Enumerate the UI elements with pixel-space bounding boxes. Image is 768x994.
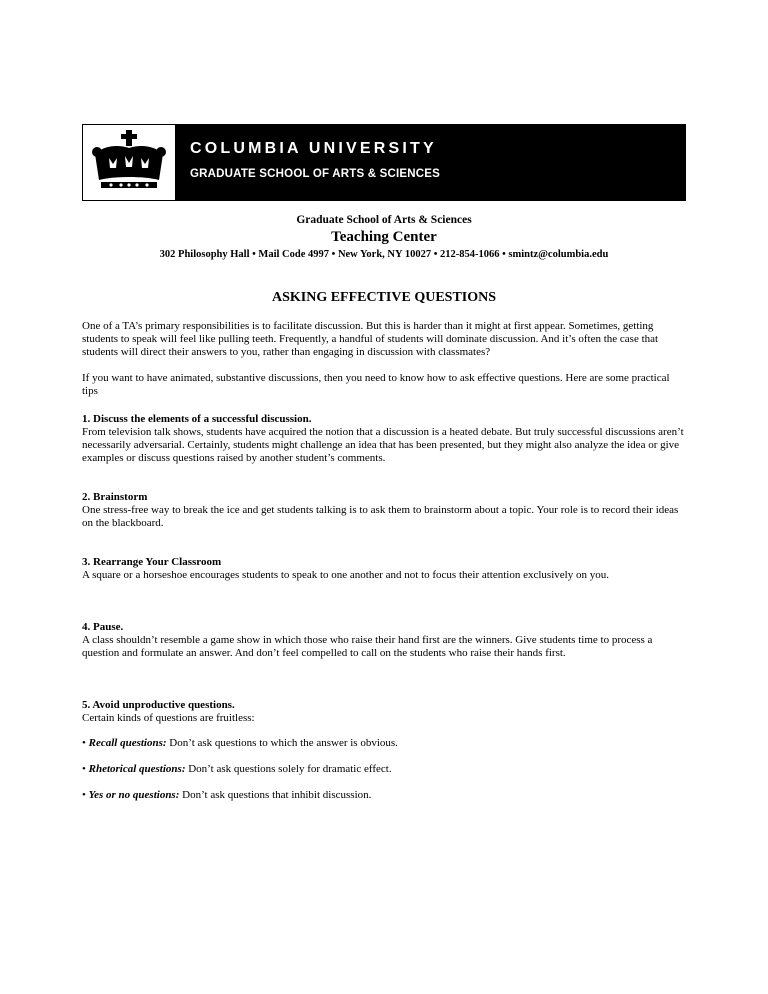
tip-4 [82, 621, 688, 660]
tip-heading: 2. Brainstorm [82, 491, 148, 503]
university-name: COLUMBIA UNIVERSITY [190, 140, 437, 157]
bullet-icon: • [82, 789, 89, 801]
tip-5 [82, 699, 688, 725]
header-school: Graduate School of Arts & Sciences [296, 214, 472, 226]
intro-paragraph-1 [82, 320, 688, 359]
tip-heading: 5. Avoid unproductive questions. [82, 699, 235, 711]
bullet-text: Don’t ask questions solely for dramatic effect. [185, 763, 392, 775]
intro-text: If you want to have animated, substantive discussions, then you need to know how to ask effective questions. Here are some practical tips [82, 372, 670, 397]
bullet-term: Yes or no questions: [88, 789, 180, 801]
tip-text: A square or a horseshoe encourages students to speak to one another and not to focus their attention exclusively on you. [82, 569, 609, 581]
university-banner [82, 124, 686, 201]
bullet-term: Rhetorical questions: [88, 763, 186, 775]
header-center-name: Teaching Center [331, 229, 437, 245]
bullet-rhetorical [82, 763, 688, 776]
bullet-yes-no [82, 789, 688, 802]
bullet-icon: • [82, 737, 89, 749]
tip-text: Certain kinds of questions are fruitless: [82, 712, 255, 724]
bullet-icon: • [82, 763, 89, 775]
tip-heading: 1. Discuss the elements of a successful discussion. [82, 413, 312, 425]
tip-heading: 3. Rearrange Your Classroom [82, 556, 222, 568]
bullet-text: Don’t ask questions to which the answer is obvious. [166, 737, 398, 749]
tip-1 [82, 413, 688, 465]
intro-paragraph-2 [82, 372, 688, 398]
header-address: 302 Philosophy Hall • Mail Code 4997 • New York, NY 10027 • 212-854-1066 • smintz@columbia.edu [159, 249, 609, 260]
bullet-recall [82, 737, 688, 750]
tip-heading: 4. Pause. [82, 621, 124, 633]
tip-text: A class shouldn’t resemble a game show in which those who raise their hand first are the winners. Give students time to process a question and formulate an answer. And don’t feel compelled to call on the students who raise their hands first. [82, 634, 653, 659]
logo-box [83, 125, 175, 200]
tip-3 [82, 556, 688, 582]
school-name: GRADUATE SCHOOL OF ARTS & SCIENCES [190, 168, 441, 180]
intro-text: One of a TA’s primary responsibilities is to facilitate discussion. But this is harder than it might at first appear. Sometimes, getting students to speak will feel like pulling teeth. Frequently, a handful of students will dominate discussion. And it’s often the case that students will direct their answers to you, rather than engaging in discussion with classmates? [82, 320, 659, 358]
crown-icon [89, 128, 169, 196]
bullet-text: Don’t ask questions that inhibit discussion. [179, 789, 372, 801]
tip-text: One stress-free way to break the ice and get students talking is to ask them to brainstorm about a topic. Your role is to record their ideas on the blackboard. [82, 504, 679, 529]
page-title: ASKING EFFECTIVE QUESTIONS [271, 290, 497, 305]
tip-text: From television talk shows, students have acquired the notion that a discussion is a heated debate. But truly successful discussions aren’t necessarily adversarial. Certainly, students might challenge an idea that has been presented, but they might also analyze the idea or give examples or discuss questions raised by another student’s comments. [82, 426, 684, 464]
tip-2 [82, 491, 688, 530]
bullet-term: Recall questions: [88, 737, 167, 749]
